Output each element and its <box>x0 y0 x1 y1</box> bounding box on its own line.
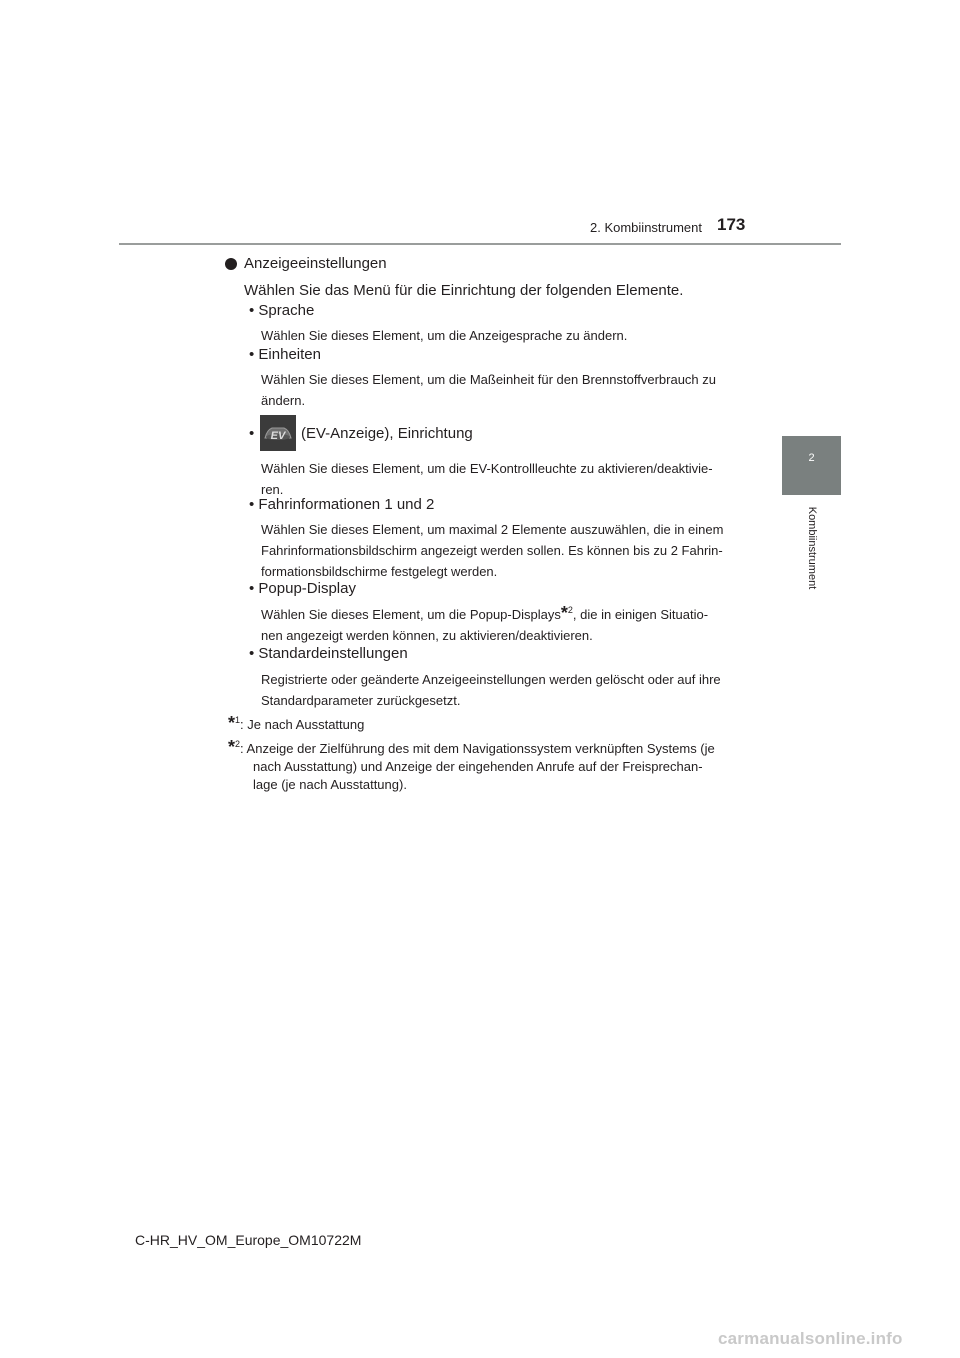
item-ev-description-line2: ren. <box>261 482 284 497</box>
item-standard-label: • Standardeinstellungen <box>249 645 408 662</box>
item-ev-label: (EV-Anzeige), Einrichtung <box>301 425 473 442</box>
item-fahrinfo-description-line1: Wählen Sie dieses Element, um maximal 2 Elemente auszuwählen, die in einem <box>261 522 724 537</box>
item-ev-bullet: • <box>249 425 255 442</box>
chapter-number: 2 <box>808 452 815 464</box>
item-ev-description-line1: Wählen Sie dieses Element, um die EV-Kontrollleuchte zu aktivieren/deaktivie- <box>261 461 713 476</box>
bullet-dot-icon <box>225 258 237 270</box>
footnote-1: *$^1$: Je nach Ausstattung <box>228 713 365 733</box>
item-fahrinfo-description-line3: formationsbildschirme festgelegt werden. <box>261 564 498 579</box>
item-sprache-description: Wählen Sie dieses Element, um die Anzeigesprache zu ändern. <box>261 328 628 343</box>
ev-icon-text: EV <box>270 430 286 442</box>
item-sprache-label: • Sprache <box>249 302 315 319</box>
footnote-2-line2: nach Ausstattung) und Anzeige der eingehenden Anrufe auf der Freisprechan- <box>253 759 703 774</box>
intro-text: Wählen Sie das Menü für die Einrichtung der folgenden Elemente. <box>244 282 684 299</box>
item-fahrinfo-description-line2: Fahrinformationsbildschirm angezeigt werden sollen. Es können bis zu 2 Fahrin- <box>261 543 723 558</box>
ev-indicator-icon <box>260 415 296 451</box>
item-standard-description-line2: Standardparameter zurückgesetzt. <box>261 693 461 708</box>
item-standard-description-line1: Registrierte oder geänderte Anzeigeeinstellungen werden gelöscht oder auf ihre <box>261 672 721 687</box>
page-number: 173 <box>717 215 746 234</box>
chapter-label: Kombiinstrument <box>806 506 818 590</box>
section-title: 2. Kombiinstrument <box>590 220 702 235</box>
item-einheiten-description-line1: Wählen Sie dieses Element, um die Maßeinheit für den Brennstoffverbrauch zu <box>261 372 716 387</box>
item-fahrinfo-label: • Fahrinformationen 1 und 2 <box>249 496 435 513</box>
footnote-2-line3: lage (je nach Ausstattung). <box>253 777 407 792</box>
item-popup-label: • Popup-Display <box>249 580 356 597</box>
header-rule <box>119 243 841 245</box>
chapter-tab[interactable] <box>782 436 841 495</box>
footnote-2-line1: *$^2$: Anzeige der Zielführung des mit dem Navigationssystem verknüpften Systems (je <box>228 737 715 757</box>
footnote-ref: 2 <box>567 605 573 615</box>
watermark: carmanualsonline.info <box>718 1329 903 1348</box>
document-id: C-HR_HV_OM_Europe_OM10722M <box>135 1232 362 1248</box>
section-heading: Anzeigeeinstellungen <box>244 255 387 272</box>
item-popup-description-line2: nen angezeigt werden können, zu aktivieren/deaktivieren. <box>261 628 593 643</box>
asterisk-mark: * <box>560 603 568 623</box>
item-popup-description-line1: Wählen Sie dieses Element, um die Popup-Displays*$^2$, die in einigen Situatio- <box>261 603 709 623</box>
item-einheiten-label: • Einheiten <box>249 346 321 363</box>
item-einheiten-description-line2: ändern. <box>261 393 306 408</box>
